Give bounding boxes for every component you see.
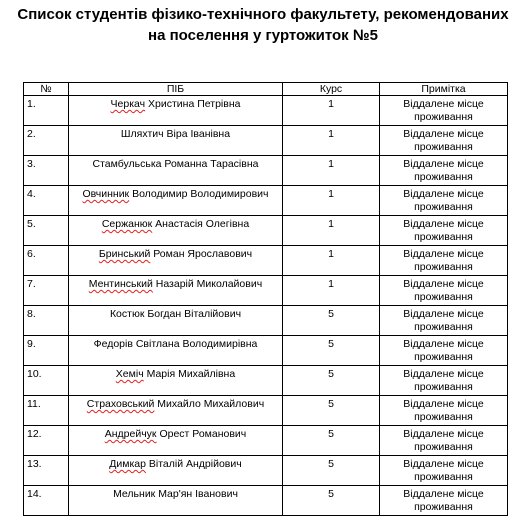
table-row: [24, 126, 508, 156]
note-value: Віддалене місце проживання: [380, 336, 508, 366]
course-value: 1: [283, 186, 380, 216]
row-number: 5.: [24, 216, 69, 246]
table-row: [24, 216, 508, 246]
course-value: 5: [283, 486, 380, 516]
surname-spellcheck: Бринський: [98, 248, 151, 260]
students-table: [23, 82, 508, 516]
note-value: Віддалене місце проживання: [380, 456, 508, 486]
surname-spellcheck: Димкар: [109, 458, 146, 470]
course-value: 5: [283, 456, 380, 486]
row-number: 9.: [24, 336, 69, 366]
surname-spellcheck: Страховський: [86, 398, 155, 410]
table-row: [24, 156, 508, 186]
row-number: 4.: [24, 186, 69, 216]
course-value: 5: [283, 426, 380, 456]
table-row: [24, 366, 508, 396]
note-value: Віддалене місце проживання: [380, 96, 508, 126]
note-value: Віддалене місце проживання: [380, 156, 508, 186]
student-name: Ментинський Назарій Миколайович: [69, 276, 283, 306]
note-value: Віддалене місце проживання: [380, 276, 508, 306]
row-number: 12.: [24, 426, 69, 456]
title-line-1: Список студентів фізико-технічного факультету, рекомендованих: [17, 6, 509, 23]
surname-spellcheck: Хеміч: [115, 368, 144, 380]
table-row: [24, 486, 508, 516]
surname-spellcheck: Черкач: [110, 98, 146, 110]
note-value: Віддалене місце проживання: [380, 366, 508, 396]
note-value: Віддалене місце проживання: [380, 306, 508, 336]
course-value: 5: [283, 366, 380, 396]
note-value: Віддалене місце проживання: [380, 246, 508, 276]
surname-spellcheck: Андрейчук: [104, 428, 157, 440]
student-name: Страховський Михайло Михайлович: [69, 396, 283, 426]
document-title: [0, 4, 526, 46]
header-row: [24, 83, 508, 96]
table-row: [24, 246, 508, 276]
course-value: 1: [283, 96, 380, 126]
table-row: [24, 396, 508, 426]
course-value: 5: [283, 306, 380, 336]
table-row: [24, 186, 508, 216]
row-number: 6.: [24, 246, 69, 276]
note-value: Віддалене місце проживання: [380, 216, 508, 246]
table-row: [24, 456, 508, 486]
note-value: Віддалене місце проживання: [380, 126, 508, 156]
student-name: Мельник Мар'ян Іванович: [69, 486, 283, 516]
student-name: Сержанюк Анастасія Олегівна: [69, 216, 283, 246]
row-number: 2.: [24, 126, 69, 156]
table-row: [24, 96, 508, 126]
note-value: Віддалене місце проживання: [380, 186, 508, 216]
table-row: [24, 306, 508, 336]
header-name: ПІБ: [69, 83, 283, 96]
note-value: Віддалене місце проживання: [380, 396, 508, 426]
row-number: 11.: [24, 396, 69, 426]
student-name: Бринський Роман Ярославович: [69, 246, 283, 276]
course-value: 1: [283, 156, 380, 186]
header-num: №: [24, 83, 69, 96]
row-number: 10.: [24, 366, 69, 396]
student-name: Хеміч Марія Михайлівна: [69, 366, 283, 396]
surname-spellcheck: Ментинський: [88, 278, 153, 290]
surname-spellcheck: Овчинник: [82, 188, 130, 200]
row-number: 14.: [24, 486, 69, 516]
note-value: Віддалене місце проживання: [380, 486, 508, 516]
student-name: Стамбульська Романна Тарасівна: [69, 156, 283, 186]
row-number: 3.: [24, 156, 69, 186]
table-body: [24, 96, 508, 516]
course-value: 1: [283, 216, 380, 246]
course-value: 1: [283, 246, 380, 276]
table-row: [24, 336, 508, 366]
course-value: 1: [283, 276, 380, 306]
course-value: 1: [283, 126, 380, 156]
student-name: Андрейчук Орест Романович: [69, 426, 283, 456]
row-number: 13.: [24, 456, 69, 486]
student-name: Черкач Христина Петрівна: [69, 96, 283, 126]
student-name: Димкар Віталій Андрійович: [69, 456, 283, 486]
student-name: Федорів Світлана Володимирівна: [69, 336, 283, 366]
student-name: Шляхтич Віра Іванівна: [69, 126, 283, 156]
title-line-2: на поселення у гуртожиток №5: [148, 27, 378, 44]
header-note: Примітка: [380, 83, 508, 96]
table-row: [24, 426, 508, 456]
course-value: 5: [283, 396, 380, 426]
table-header: [24, 83, 508, 96]
student-name: Костюк Богдан Віталійович: [69, 306, 283, 336]
row-number: 7.: [24, 276, 69, 306]
row-number: 1.: [24, 96, 69, 126]
row-number: 8.: [24, 306, 69, 336]
student-name: Овчинник Володимир Володимирович: [69, 186, 283, 216]
surname-spellcheck: Сержанюк: [101, 218, 153, 230]
note-value: Віддалене місце проживання: [380, 426, 508, 456]
course-value: 5: [283, 336, 380, 366]
table-row: [24, 276, 508, 306]
header-course: Курс: [283, 83, 380, 96]
